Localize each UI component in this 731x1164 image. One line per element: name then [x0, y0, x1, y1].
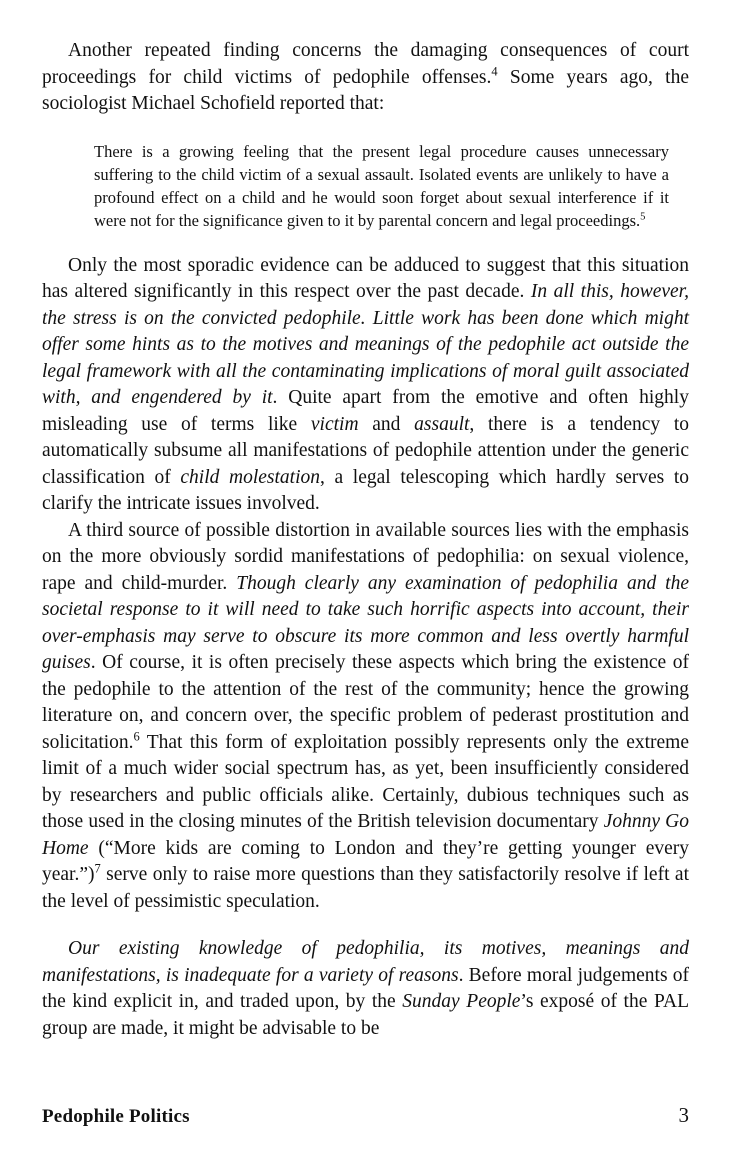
paragraph-2-text-b: . Quite apart from the emotive and often highly misleading use of terms like: [42, 387, 689, 435]
page-body: [42, 38, 689, 1042]
footnote-marker-6: 6: [133, 729, 140, 743]
paragraph-4-text-a: . Before moral judgements of the kind explicit in, and traded upon, by the: [42, 964, 689, 1012]
block-quote: [94, 140, 689, 232]
page-footer: [42, 1103, 689, 1128]
paragraph-2-text-a: Only the most sporadic evidence can be adduced to suggest that this situation has altered significantly in this respect over the past decade.: [42, 254, 689, 302]
paragraph-4-text-b: ’s exposé of the PAL group are made, it might be advisable to be: [42, 991, 690, 1039]
paragraph-2-emphasis-victim: victim: [310, 413, 359, 435]
paragraph-3-emphasis-title: Johnny Go Home: [42, 811, 689, 859]
paragraph-3-text-e: serve only to raise more questions than they satisfactorily resolve if left at the level of pessimistic speculation.: [42, 864, 689, 912]
paragraph-1: [42, 38, 689, 118]
footnote-marker-7: 7: [94, 861, 101, 876]
paragraph-2-emphasis-assault: assault: [414, 413, 470, 435]
paragraph-1-text-b: Some years ago, the sociologist Michael Schofield reported that:: [42, 66, 689, 114]
paragraph-4: [42, 936, 689, 1042]
paragraph-3-emphasis-1: Though clearly any examination of pedophilia and the societal response to it will need to take such horrific aspects into account, their over-emphasis may serve to obscure its more common and less overtly harmful guises: [42, 572, 689, 673]
paragraph-3-text-d: (“More kids are coming to London and they’re getting younger every year.”): [42, 837, 689, 885]
paragraph-2-text-c: and: [358, 413, 415, 435]
paragraph-3-text-c: That this form of exploitation possibly represents only the extreme limit of a much wider social spectrum has, as yet, been insufficiently considered by researchers and public officials alike. Certainly, dubious techniques such as those used in the closing minutes of the British television documentary: [42, 731, 689, 832]
paragraph-4-emphasis-sunday-people: Sunday People: [402, 991, 521, 1012]
running-head: Pedophile Politics: [42, 1106, 190, 1127]
paragraph-2-text-d: , there is a tendency to automatically subsume all manifestations of pedophile attention under the generic classification of: [42, 413, 689, 488]
paragraph-2-text-e: , a legal telescoping which hardly serves to clarify the intricate issues involved.: [42, 466, 690, 514]
footnote-marker-5: 5: [640, 211, 646, 222]
block-quote-paragraph: [94, 140, 669, 232]
footnote-marker-4: 4: [491, 64, 498, 78]
paragraph-3-text-b: . Of course, it is often precisely these aspects which bring the existence of the pedophile to the attention of the rest of the community; hence the growing literature on, and concern over, the specific problem of pederast prostitution and solicitation.: [42, 652, 689, 753]
paragraph-3: [42, 518, 689, 916]
paragraph-4-emphasis-1: Our existing knowledge of pedophilia, its motives, meanings and manifestations, is inadequate for a variety of reasons: [42, 938, 689, 986]
block-quote-text: There is a growing feeling that the present legal procedure causes unnecessary suffering to the child victim of a sexual assault. Isolated events are unlikely to have a profound effect on a child and he would soon forget about sexual interference if it were not for the significance given to it by parental concern and legal proceedings.: [94, 141, 669, 230]
paragraph-3-text-a: A third source of possible distortion in available sources lies with the emphasis on the more obviously sordid manifestations of pedophilia: on sexual violence, rape and child-murder.: [42, 519, 689, 594]
paragraph-1-text-a: Another repeated finding concerns the damaging consequences of court proceedings for child victims of pedophile offenses.: [42, 40, 689, 88]
paragraph-2-emphasis-1: In all this, however, the stress is on the convicted pedophile. Little work has been done which might offer some hints as to the motives and meanings of the pedophile act outside the legal framework with all the contaminating implications of moral guilt associated with, and engendered by it: [42, 281, 689, 408]
paragraph-2: [42, 253, 689, 518]
paragraph-2-emphasis-child-molestation: child molestation: [180, 466, 321, 488]
page-number: 3: [678, 1103, 689, 1127]
